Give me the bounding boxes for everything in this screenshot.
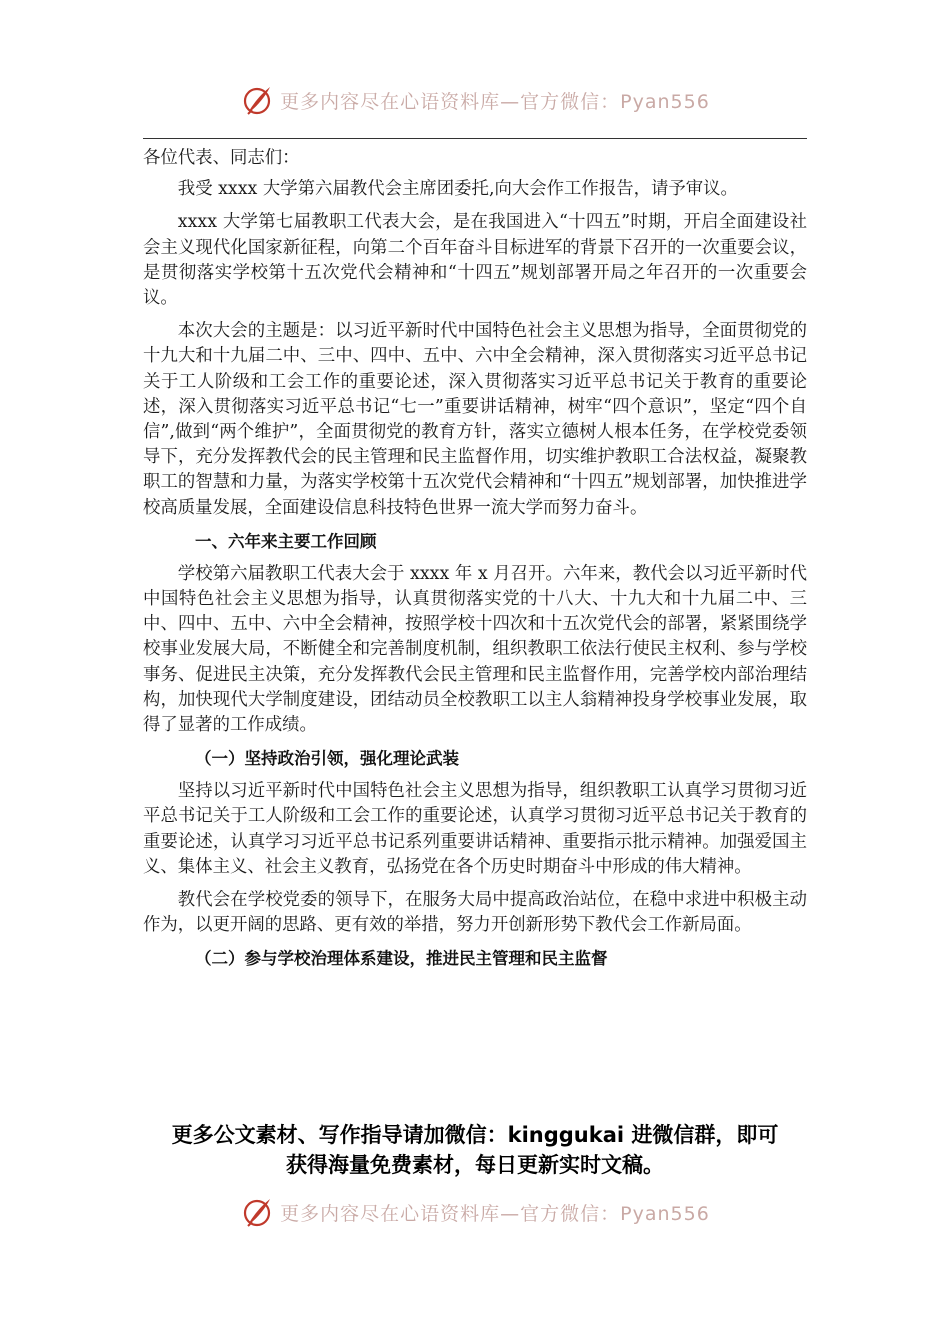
header-banner-text: 更多内容尽在心语资料库—官方微信：Pyan556 — [280, 90, 710, 113]
footer-wechat-id: Pyan556 — [620, 1202, 710, 1225]
subsection1-paragraph-1: 坚持以习近平新时代中国特色社会主义思想为指导，组织教职工认真学习贯彻习近平总书记关于工人阶级和工会工作的重要论述，认真学习贯彻习近平总书记关于教育的重要论述，认真学习习近平总书记系列重要讲话精神、重要指示批示精神。加强爱国主义、集体主义、社会主义教育，弘扬党在各个历史时期奋斗中形成的伟大精神。 — [143, 781, 807, 877]
document-body — [143, 146, 807, 979]
section-heading-1: 一、六年来主要工作回顾 — [195, 531, 377, 551]
footer-banner — [0, 1192, 950, 1232]
section1-paragraph: 学校第六届教职工代表大会于 xxxx 年 x 月召开。六年来，教代会以习近平新时代中国特色社会主义思想为指导，认真贯彻落实党的十八大、十九大和十九届二中、三中、四中、五中、六中全会精神，按照学校十四次和十五次党代会的部署，紧紧围绕学校事业发展大局，不断健全和完善制度机制，组织教职工依法行使民主权利、参与学校事务、促进民主决策，充分发挥教代会民主管理和民主监督作用，完善学校内部治理结构，加快现代大学制度建设，团结动员全校教职工以主人翁精神投身学校事业发展，取得了显著的工作成绩。 — [143, 563, 807, 736]
quill-logo-icon — [240, 83, 274, 117]
promo-line-2: 获得海量免费素材，每日更新实时文稿。 — [286, 1153, 664, 1177]
intro-paragraph-3: 本次大会的主题是：以习近平新时代中国特色社会主义思想为指导，全面贯彻党的十九大和十九届二中、三中、四中、五中、六中全会精神，深入贯彻落实习近平总书记关于工人阶级和工会工作的重要论述，深入贯彻落实习近平总书记关于教育的重要论述，深入贯彻落实习近平总书记“七一”重要讲话精神，树牢“四个意识”，坚定“四个自信”,做到“两个维护”，全面贯彻党的教育方针，落实立德树人根本任务，在学校党委领导下，充分发挥教代会的民主管理和民主监督作用，切实维护教职工合法权益，凝聚教职工的智慧和力量，为落实学校第十五次党代会精神和“十四五”规划部署，加快推进学校高质量发展，全面建设信息科技特色世界一流大学而努力奋斗。 — [143, 321, 807, 518]
header-banner — [0, 80, 950, 120]
intro-paragraph-1: 我受 xxxx 大学第六届教代会主席团委托,向大会作工作报告，请予审议。 — [177, 179, 738, 200]
promo-notice — [143, 1120, 807, 1180]
promo-line-1: 更多公文素材、写作指导请加微信：kinggukai 进微信群，即可 — [171, 1123, 779, 1147]
subsection-heading-2: （二）参与学校治理体系建设，推进民主管理和民主监督 — [195, 949, 608, 969]
footer-banner-text: 更多内容尽在心语资料库—官方微信：Pyan556 — [280, 1202, 710, 1225]
salutation: 各位代表、同志们： — [143, 148, 300, 168]
intro-paragraph-2: xxxx 大学第七届教职工代表大会，是在我国进入“十四五”时期，开启全面建设社会主义现代化国家新征程，向第二个百年奋斗目标进军的背景下召开的一次重要会议，是贯彻落实学校第十五次党代会精神和“十四五”规划部署开局之年召开的一次重要会议。 — [143, 212, 807, 309]
header-divider — [143, 138, 807, 139]
header-wechat-id: Pyan556 — [620, 90, 710, 113]
subsection-heading-1: （一）坚持政治引领，强化理论武装 — [195, 749, 459, 769]
subsection1-paragraph-2: 教代会在学校党委的领导下，在服务大局中提高政治站位，在稳中求进中积极主动作为，以更开阔的思路、更有效的举措，努力开创新形势下教代会工作新局面。 — [143, 890, 807, 936]
quill-logo-icon — [240, 1195, 274, 1229]
